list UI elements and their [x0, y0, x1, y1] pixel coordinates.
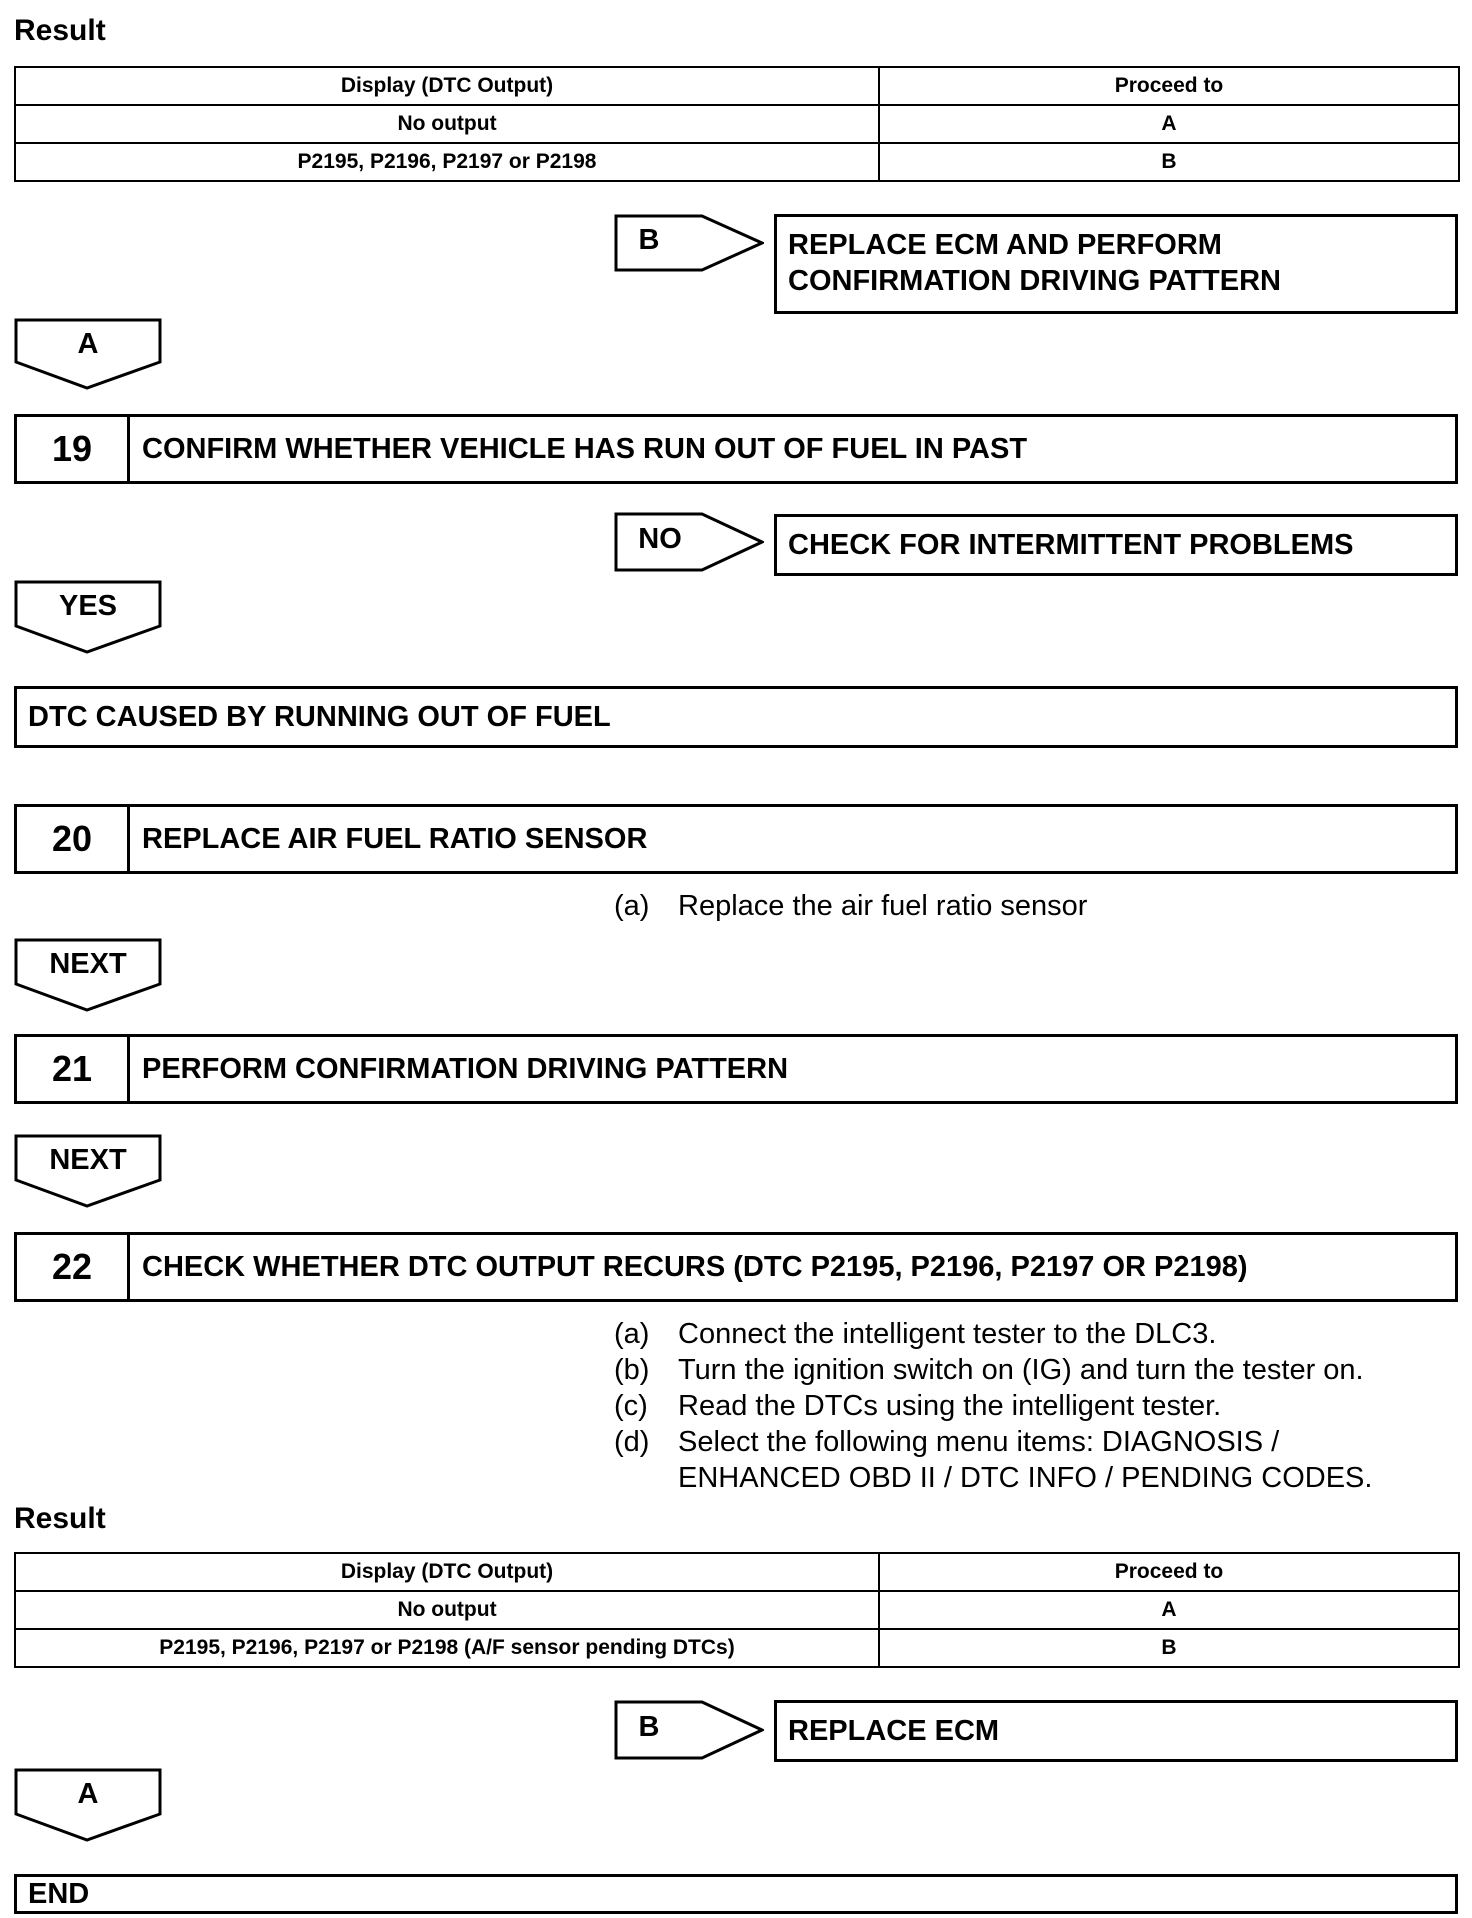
flow-a-label: A	[77, 1778, 99, 1810]
instruction-item	[614, 1316, 1372, 1352]
table-cell: P2195, P2196, P2197 or P2198 (A/F sensor pending DTCs)	[15, 1629, 879, 1667]
flow-a-arrow	[14, 1768, 162, 1842]
step-title: PERFORM CONFIRMATION DRIVING PATTERN	[142, 1052, 789, 1085]
action-line: CONFIRMATION DRIVING PATTERN	[788, 265, 1281, 297]
step-number: 22	[17, 1235, 130, 1299]
table-cell: A	[879, 105, 1459, 143]
instruction-item	[614, 1388, 1372, 1424]
replace-ecm-box	[774, 1700, 1458, 1762]
instruction-key: (a)	[614, 890, 650, 922]
table-row	[15, 1591, 1459, 1629]
step-21	[14, 1034, 1458, 1104]
flow-next-arrow	[14, 1134, 162, 1208]
flow-yes-arrow	[14, 580, 162, 654]
table-cell: B	[879, 143, 1459, 181]
instruction-text: Read the DTCs using the intelligent tester.	[678, 1390, 1222, 1422]
instruction-item	[614, 888, 1087, 924]
instruction-key: (b)	[614, 1354, 650, 1386]
step-title: CONFIRM WHETHER VEHICLE HAS RUN OUT OF FUEL IN PAST	[142, 432, 1028, 465]
step-title: REPLACE AIR FUEL RATIO SENSOR	[142, 822, 648, 855]
end-text: END	[28, 1878, 90, 1910]
instruction-key: (a)	[614, 1318, 650, 1350]
result-table	[14, 1552, 1460, 1668]
branch-b-label: B	[638, 1711, 660, 1743]
branch-b-arrow	[614, 214, 764, 272]
step-22	[14, 1232, 1458, 1302]
table-header-display: Display (DTC Output)	[15, 1553, 879, 1591]
flow-next-arrow	[14, 938, 162, 1012]
instruction-item	[614, 1352, 1372, 1388]
end-box	[14, 1874, 1458, 1914]
action-text: REPLACE ECM	[788, 1715, 1000, 1747]
instruction-text: Turn the ignition switch on (IG) and turn the tester on.	[678, 1354, 1364, 1386]
result-heading: Result	[14, 14, 106, 47]
instruction-key: (c)	[614, 1390, 648, 1422]
result-heading: Result	[14, 1502, 106, 1535]
table-cell: P2195, P2196, P2197 or P2198	[15, 143, 879, 181]
replace-ecm-confirm-box	[774, 214, 1458, 314]
action-text: CHECK FOR INTERMITTENT PROBLEMS	[788, 529, 1354, 561]
instruction-line: Select the following menu items: DIAGNOSIS /	[678, 1426, 1280, 1458]
result-text: DTC CAUSED BY RUNNING OUT OF FUEL	[28, 701, 611, 733]
table-header-proceed: Proceed to	[879, 1553, 1459, 1591]
step-number: 20	[17, 807, 130, 871]
branch-no-label: NO	[638, 523, 682, 555]
instruction-text	[678, 1424, 1372, 1496]
result-table	[14, 66, 1460, 182]
step-22-instructions	[614, 1316, 1372, 1496]
flow-next-label: NEXT	[49, 948, 127, 980]
table-row	[15, 105, 1459, 143]
instruction-text: Connect the intelligent tester to the DLC3.	[678, 1318, 1217, 1350]
flow-a-label: A	[77, 328, 99, 360]
table-header-display: Display (DTC Output)	[15, 67, 879, 105]
intermittent-problems-box	[774, 514, 1458, 576]
table-row	[15, 143, 1459, 181]
dtc-caused-box	[14, 686, 1458, 748]
step-20	[14, 804, 1458, 874]
action-line: REPLACE ECM AND PERFORM	[788, 229, 1222, 261]
branch-b-arrow	[614, 1700, 764, 1760]
flow-next-label: NEXT	[49, 1144, 127, 1176]
step-number: 19	[17, 417, 130, 481]
instruction-item	[614, 1424, 1372, 1496]
table-header-proceed: Proceed to	[879, 67, 1459, 105]
flow-yes-label: YES	[58, 590, 118, 622]
step-19	[14, 414, 1458, 484]
table-row	[15, 1629, 1459, 1667]
branch-b-label: B	[638, 224, 660, 256]
table-cell: No output	[15, 1591, 879, 1629]
flow-a-arrow	[14, 318, 162, 390]
step-20-instructions	[614, 888, 1087, 924]
table-cell: B	[879, 1629, 1459, 1667]
step-title: CHECK WHETHER DTC OUTPUT RECURS (DTC P2195, P2196, P2197 OR P2198)	[142, 1250, 1248, 1283]
step-number: 21	[17, 1037, 130, 1101]
branch-no-arrow	[614, 512, 764, 572]
instruction-line: ENHANCED OBD II / DTC INFO / PENDING CODES.	[678, 1462, 1373, 1494]
table-cell: A	[879, 1591, 1459, 1629]
instruction-key: (d)	[614, 1426, 650, 1458]
table-cell: No output	[15, 105, 879, 143]
instruction-text: Replace the air fuel ratio sensor	[678, 890, 1088, 922]
